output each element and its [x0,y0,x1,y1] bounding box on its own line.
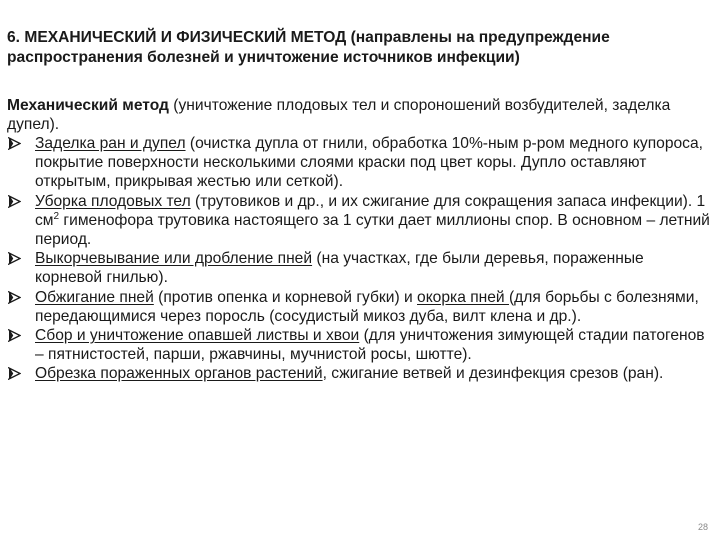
arrowhead-bullet-icon [8,326,24,345]
list-item [7,249,715,287]
item-title-2: окорка пней [417,288,509,306]
heading-subtitle: (направлены на предупреждение распространения болезней и уничтожение источников инфекции) [7,29,610,66]
item-text: (очистка дупла от гнили, обработка 10%-ным р-ром медного купороса, покрытие поверхности несколькими слоями краски под цвет коры. Дупло оставляют открытым, прикрывая жестью или сеткой). [35,135,703,191]
section-heading [7,28,713,68]
item-text: , сжигание ветвей и дезинфекция срезов (ран). [322,365,664,383]
list-item [7,364,715,383]
intro-term: Механический метод [7,97,169,114]
method-list [7,134,715,384]
heading-title: 6. МЕХАНИЧЕСКИЙ И ФИЗИЧЕСКИЙ МЕТОД [7,29,347,46]
item-text: (трутовиков и др., и их сжигание для сокращения запаса инфекции). 1 см [35,192,706,229]
page-number: 28 [697,522,708,532]
intro-paragraph [7,96,715,134]
item-title: Уборка плодовых тел [35,192,191,210]
arrowhead-bullet-icon [8,288,24,307]
superscript: 2 [53,210,60,222]
item-title: Обрезка пораженных органов растений [35,365,323,383]
list-item [7,192,715,250]
arrowhead-bullet-icon [8,134,24,153]
item-title: Выкорчевывание или дробление пней [35,250,313,268]
item-title: Обжигание пней [35,288,154,306]
list-item [7,288,715,326]
list-item [7,326,715,364]
item-title: Заделка ран и дупел [35,135,186,152]
item-text: (для борьбы с болезнями, передающимися через поросль (сосудистый микоз дуба, вилт клена и др.). [35,288,699,325]
arrowhead-bullet-icon [8,364,24,383]
arrowhead-bullet-icon [8,192,24,211]
item-text-mid: (против опенка и корневой губки) и [153,288,418,306]
item-text: (для уничтожения зимующей стадии патогенов – пятнистостей, парши, ржавчины, мучнистой росы, шютте). [35,327,705,364]
item-title: Сбор и уничтожение опавшей листвы и хвои [35,327,360,345]
arrowhead-bullet-icon [8,249,24,268]
item-text-cont: гименофора трутовика настоящего за 1 сутки дает миллионы спор. В основном – летний период. [35,211,710,249]
intro-text: (уничтожение плодовых тел и спороношений возбудителей, заделка дупел). [7,97,671,133]
item-text: (на участках, где были деревья, пораженные корневой гнилью). [35,250,644,287]
list-item [7,134,715,192]
